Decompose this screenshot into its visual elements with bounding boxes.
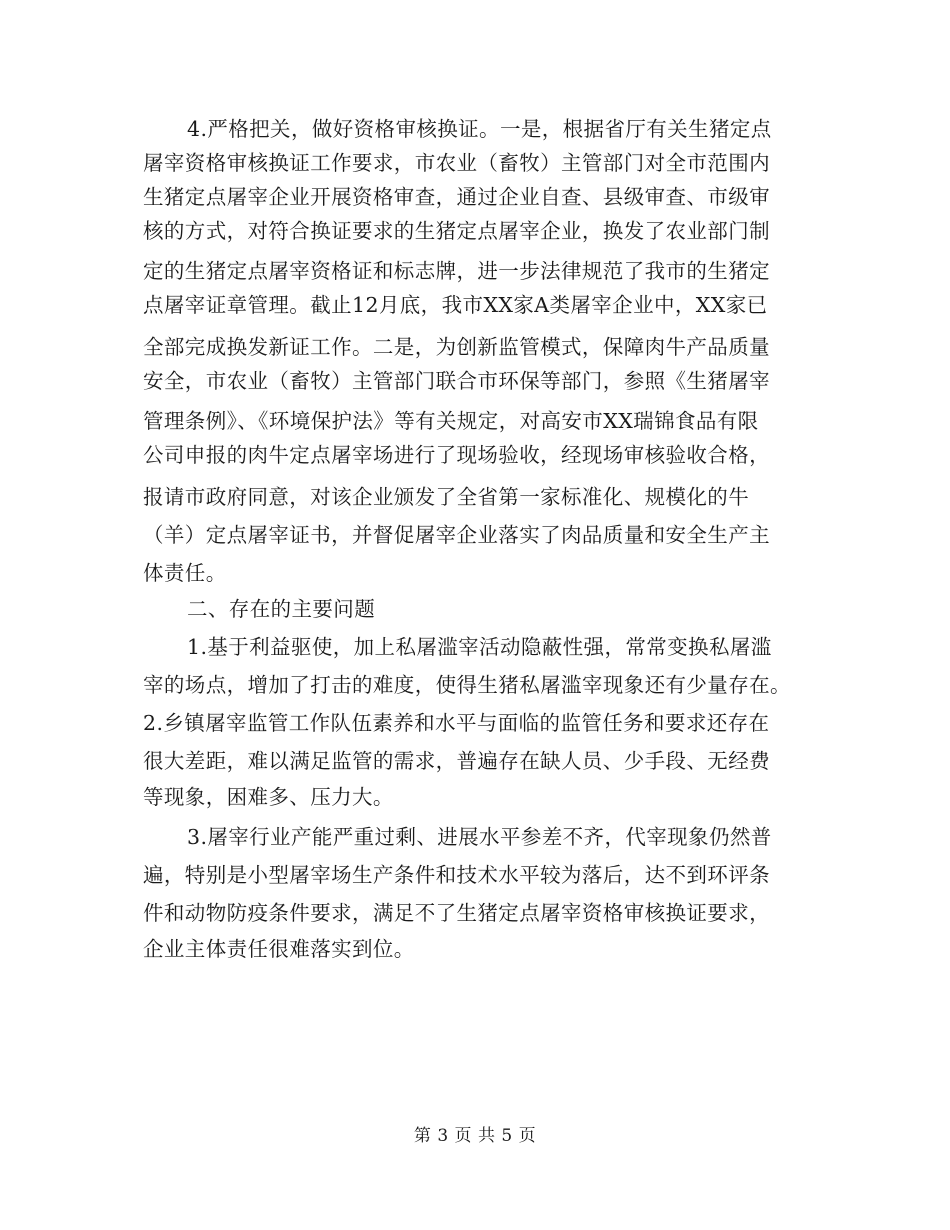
section-heading: 二、存在的主要问题	[187, 597, 376, 621]
paragraph-4-line-11: 报请市政府同意，对该企业颁发了全省第一家标准化、规模化的牛	[143, 485, 750, 509]
paragraph-4-line-2: 屠宰资格审核换证工作要求，市农业（畜牧）主管部门对全市范围内	[143, 151, 770, 175]
paragraph-4-line-12: （羊）定点屠宰证书，并督促屠宰企业落实了肉品质量和安全生产主	[143, 523, 770, 547]
page-number: 第 3 页 共 5 页	[413, 1126, 537, 1146]
paragraph-4-line-5: 定的生猪定点屠宰资格证和标志牌，进一步法律规范了我市的生猪定	[143, 259, 770, 283]
paragraph-4-line-13: 体责任。	[143, 561, 227, 585]
paragraph-4-line-10: 公司申报的肉牛定点屠宰场进行了现场验收，经现场审核验收合格，	[143, 443, 770, 467]
problem-3-line-4: 企业主体责任很难落实到位。	[143, 937, 415, 961]
problem-2-line-1: 2.乡镇屠宰监管工作队伍素养和水平与面临的监管任务和要求还存在	[143, 711, 770, 735]
problem-1-line-2: 宰的场点，增加了打击的难度，使得生猪私屠滥宰现象还有少量存在。	[143, 673, 791, 697]
paragraph-4-line-8: 安全，市农业（畜牧）主管部门联合市环保等部门，参照《生猪屠宰	[143, 369, 770, 393]
problem-2-line-3: 等现象，困难多、压力大。	[143, 785, 394, 809]
paragraph-4-line-3: 生猪定点屠宰企业开展资格审查，通过企业自查、县级审查、市级审	[143, 185, 770, 209]
paragraph-4-line-6: 点屠宰证章管理。截止12月底，我市XX家A类屠宰企业中，XX家已	[143, 293, 768, 317]
problem-3-line-3: 件和动物防疫条件要求，满足不了生猪定点屠宰资格审核换证要求，	[143, 901, 770, 925]
problem-2-line-2: 很大差距，难以满足监管的需求，普遍存在缺人员、少手段、无经费	[143, 749, 770, 773]
paragraph-4-line-1: 4.严格把关，做好资格审核换证。一是，根据省厅有关生猪定点	[187, 117, 772, 141]
problem-1-line-1: 1.基于利益驱使，加上私屠滥宰活动隐蔽性强，常常变换私屠滥	[187, 635, 772, 659]
paragraph-4-line-7: 全部完成换发新证工作。二是，为创新监管模式，保障肉牛产品质量	[143, 335, 770, 359]
problem-3-line-1: 3.屠宰行业产能严重过剩、进展水平参差不齐，代宰现象仍然普	[187, 825, 772, 849]
paragraph-4-line-9: 管理条例》、《环境保护法》等有关规定，对高安市XX瑞锦食品有限	[143, 409, 759, 433]
problem-3-line-2: 遍，特别是小型屠宰场生产条件和技术水平较为落后，达不到环评条	[143, 863, 770, 887]
paragraph-4-line-4: 核的方式，对符合换证要求的生猪定点屠宰企业，换发了农业部门制	[143, 219, 770, 243]
